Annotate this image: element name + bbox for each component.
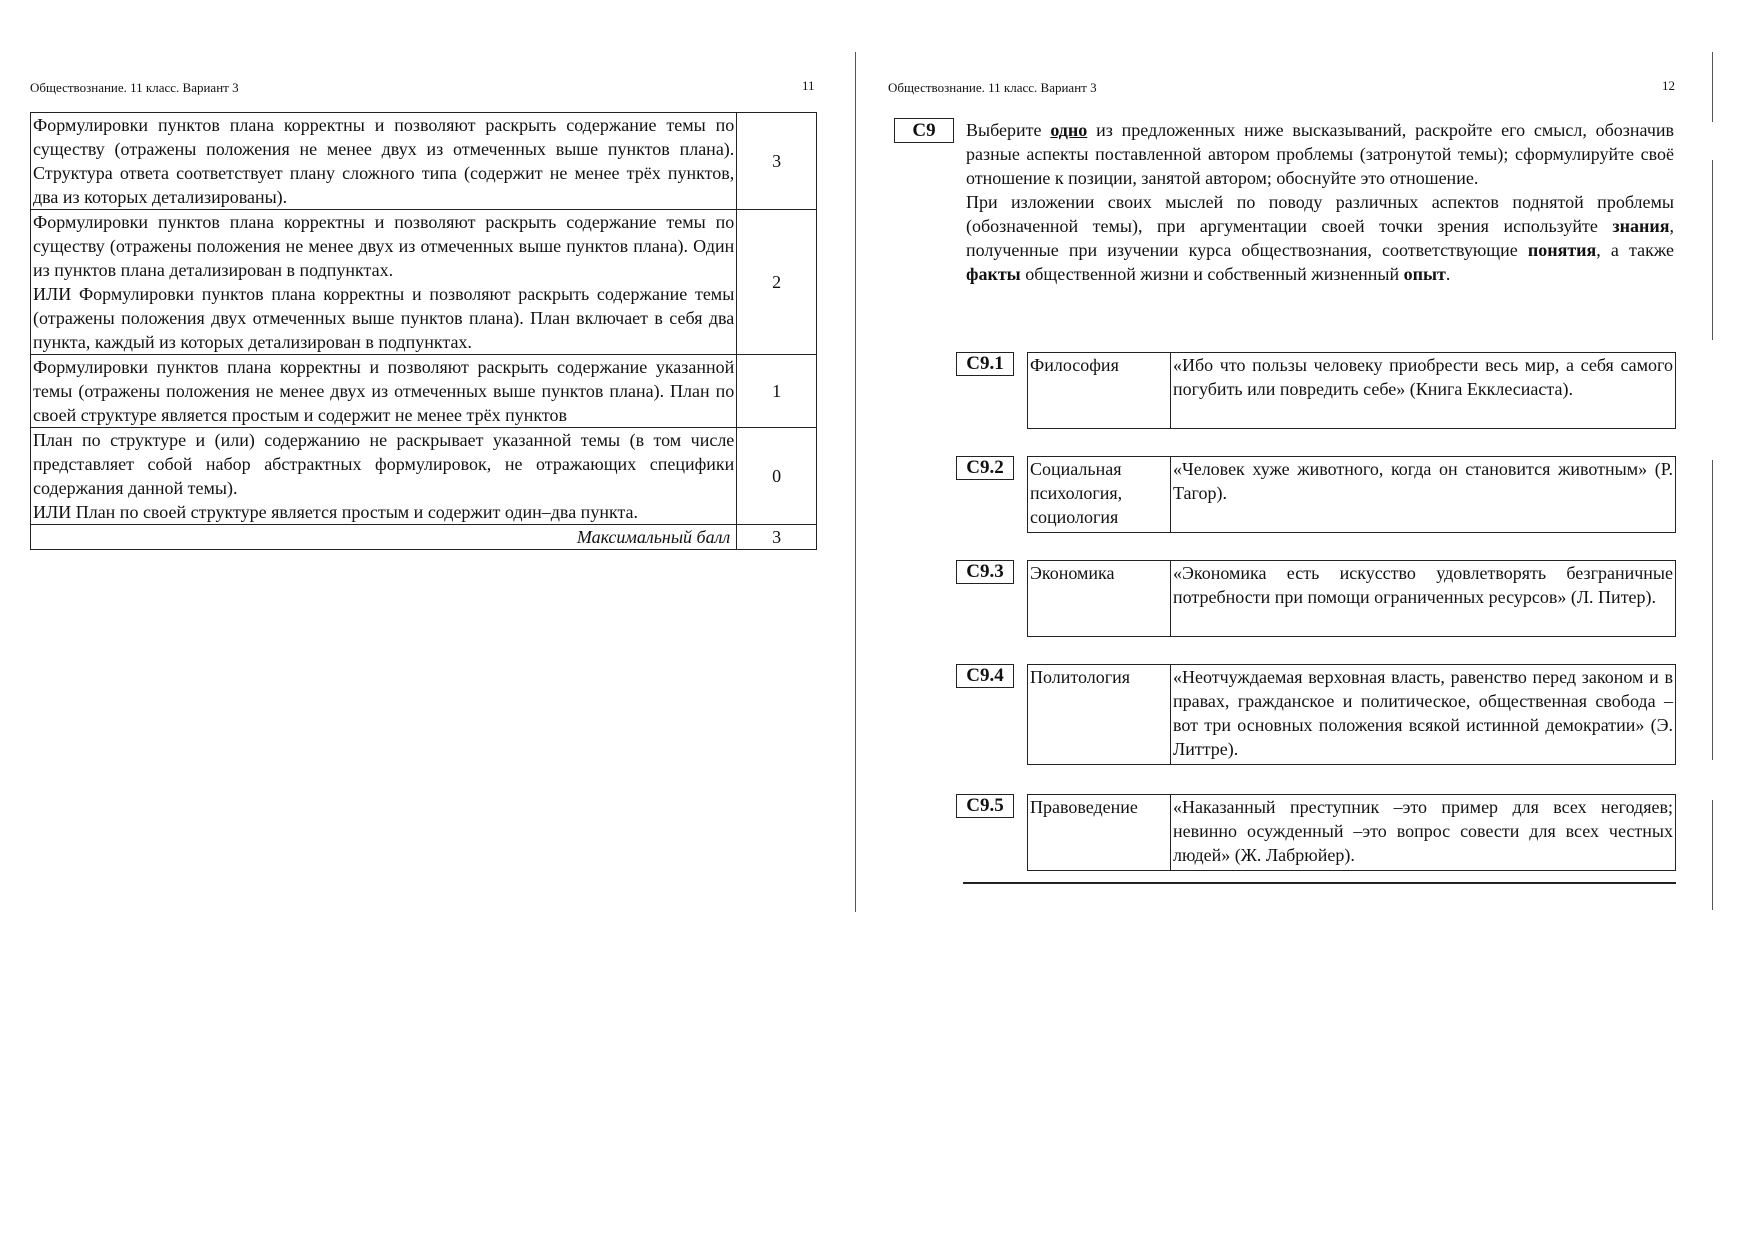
criteria-row — [31, 210, 817, 355]
task-label: С9 — [894, 118, 954, 143]
criteria-paragraph: Формулировки пунктов плана корректны и позволяют раскрыть содержание темы по существу (отражены положения не менее двух из отмеченных выше пунктов плана). Структура ответа соответствует плану сложного типа (содержит не менее трёх пунктов, два из которых детализированы). — [33, 115, 735, 207]
option-table — [1027, 664, 1676, 765]
option-quote: «Ибо что пользы человеку приобрести весь мир, а себя самого погубить или повредить себе» (Книга Екклесиаста). — [1171, 353, 1676, 429]
option-quote: «Экономика есть искусство удовлетворять безграничные потребности при помощи ограниченных ресурсов» (Л. Питер). — [1171, 561, 1676, 637]
instruction-paragraph: При изложении своих мыслей по поводу различных аспектов поднятой проблемы (обозначенной темы), при аргументации своей точки зрения используйте знания, полученные при изучении курса обществознания, соответствующие понятия, а также факты общественной жизни и собственный жизненный опыт. — [966, 192, 1674, 284]
criteria-text — [31, 210, 737, 355]
criteria-paragraph: План по структуре и (или) содержанию не раскрывает указанной темы (в том числе представляет собой набор абстрактных формулировок, не отражающих специфики содержания данной темы). — [33, 430, 735, 498]
option-quote: «Наказанный преступник –это пример для всех негодяев; невинно осужденный –это вопрос совести для всех честных людей» (Ж. Лабрюйер). — [1171, 795, 1676, 871]
option-label: С9.4 — [956, 664, 1014, 688]
option-subject: Социальная психология, социология — [1028, 457, 1171, 533]
option-quote: «Человек хуже животного, когда он становится животным» (Р. Тагор). — [1171, 457, 1676, 533]
option-subject: Политология — [1028, 665, 1171, 765]
task-instructions — [966, 118, 1674, 286]
criteria-text — [31, 355, 737, 428]
option-subject: Правоведение — [1028, 795, 1171, 871]
criteria-paragraph: ИЛИ Формулировки пунктов плана корректны и позволяют раскрыть содержание темы (отражены положения двух отмеченных выше пунктов плана). План включает в себя два пункта, каждый из которых детализирован в подпунктах. — [33, 284, 735, 352]
criteria-score: 0 — [737, 428, 817, 525]
right-edge-mark — [1712, 460, 1713, 760]
max-score-label: Максимальный балл — [31, 525, 737, 550]
option-quote: «Неотчуждаемая верховная власть, равенство перед законом и в правах, гражданское и политическое, общественная свобода – вот три основных положения всякой истинной демократии» (Э. Литтре). — [1171, 665, 1676, 765]
option-table — [1027, 794, 1676, 871]
option-table — [1027, 352, 1676, 429]
criteria-paragraph: Формулировки пунктов плана корректны и позволяют раскрыть содержание темы по существу (отражены положения не менее двух из отмеченных выше пунктов плана). Один из пунктов плана детализирован в подпунктах. — [33, 212, 735, 280]
option-subject: Философия — [1028, 353, 1171, 429]
bottom-rule — [963, 882, 1676, 884]
criteria-score: 1 — [737, 355, 817, 428]
criteria-paragraph: ИЛИ План по своей структуре является простым и содержит один–два пункта. — [33, 502, 639, 522]
option-table — [1027, 560, 1676, 637]
right-edge-mark — [1712, 160, 1713, 340]
criteria-text — [31, 113, 737, 210]
criteria-table — [30, 112, 817, 550]
left-page-header: Обществознание. 11 класс. Вариант 3 — [30, 80, 239, 95]
option-table — [1027, 456, 1676, 533]
option-label: С9.3 — [956, 560, 1014, 584]
right-edge-mark — [1712, 52, 1713, 122]
right-edge-mark — [1712, 800, 1713, 910]
left-page-number: 11 — [802, 78, 815, 93]
criteria-text — [31, 428, 737, 525]
page-divider — [855, 52, 856, 912]
criteria-paragraph: Формулировки пунктов плана корректны и позволяют раскрыть содержание указанной темы (отражены положения не менее двух из отмеченных выше пунктов плана). План по своей структуре является простым и содержит не менее трёх пунктов — [33, 357, 735, 425]
criteria-score: 2 — [737, 210, 817, 355]
criteria-row — [31, 428, 817, 525]
option-subject: Экономика — [1028, 561, 1171, 637]
right-page-number: 12 — [1662, 78, 1675, 93]
max-score-value: 3 — [737, 525, 817, 550]
option-label: С9.2 — [956, 456, 1014, 480]
option-label: С9.5 — [956, 794, 1014, 818]
option-label: С9.1 — [956, 352, 1014, 376]
max-score-row — [31, 525, 817, 550]
criteria-score: 3 — [737, 113, 817, 210]
instruction-paragraph: Выберите одно из предложенных ниже высказываний, раскройте его смысл, обозначив разные аспекты поставленной автором проблемы (затронутой темы); сформулируйте своё отношение к позиции, занятой автором; обоснуйте это отношение. — [966, 120, 1675, 188]
right-page-header: Обществознание. 11 класс. Вариант 3 — [888, 80, 1097, 95]
criteria-row — [31, 355, 817, 428]
criteria-row — [31, 113, 817, 210]
